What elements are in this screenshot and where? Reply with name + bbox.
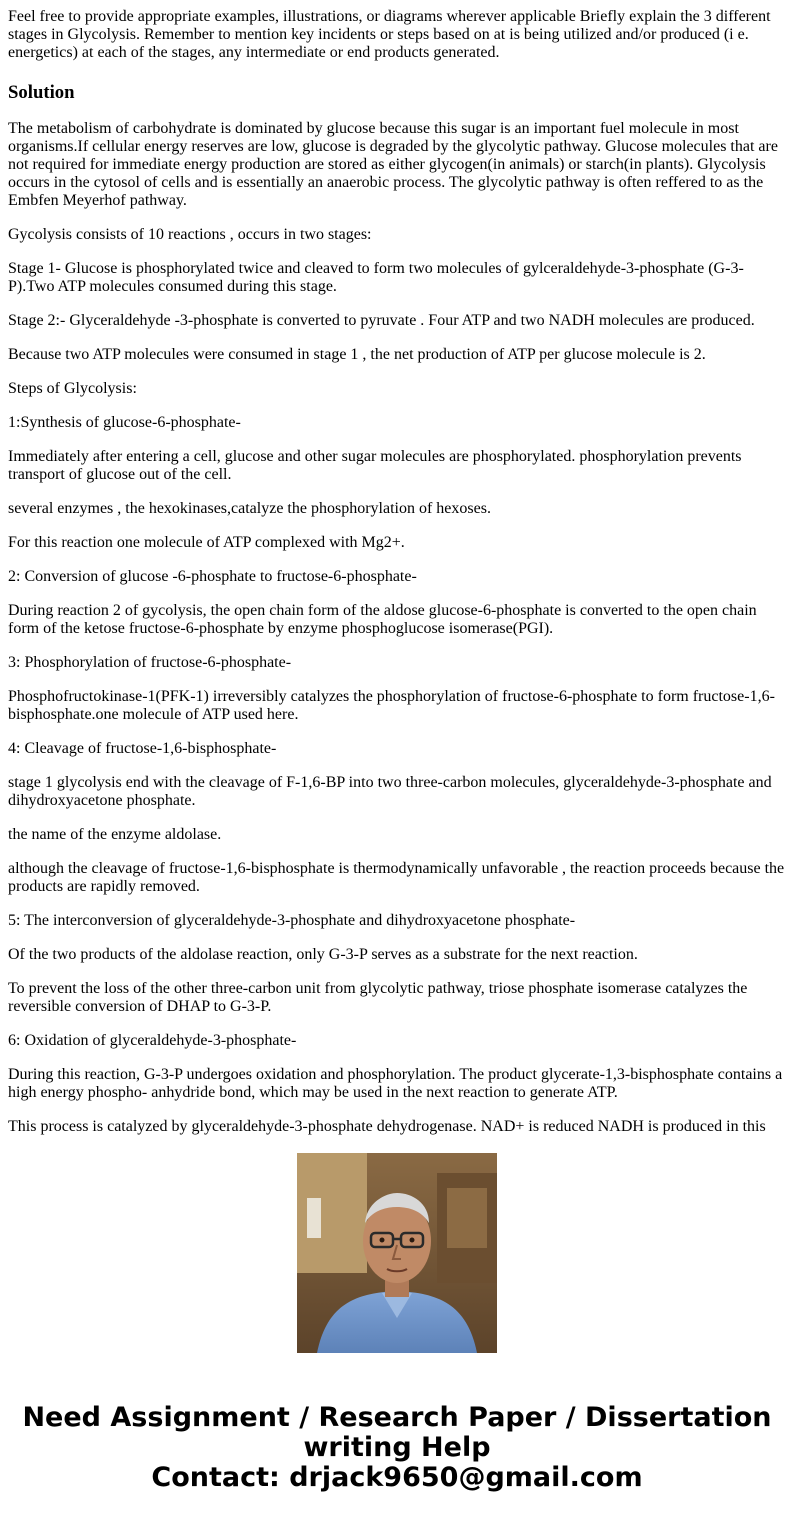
paragraph: 4: Cleavage of fructose-1,6-bisphosphate- [8, 740, 277, 757]
paragraph: Stage 1- Glucose is phosphorylated twice and cleaved to form two molecules of gylceraldehyde-3-phosphate (G-3-P).Two ATP molecules consumed during this stage. [8, 260, 744, 295]
paragraph: For this reaction one molecule of ATP complexed with Mg2+. [8, 534, 405, 551]
document-content [8, 8, 786, 1135]
profile-photo [297, 1153, 497, 1353]
paragraph: stage 1 glycolysis end with the cleavage of F-1,6-BP into two three-carbon molecules, glyceraldehyde-3-phosphate and dihydroxyacetone phosphate. [8, 774, 772, 809]
paragraph: Because two ATP molecules were consumed in stage 1 , the net production of ATP per glucose molecule is 2. [8, 346, 706, 363]
paragraph: Steps of Glycolysis: [8, 380, 137, 397]
question-text: Feel free to provide appropriate examples, illustrations, or diagrams wherever applicable Briefly explain the 3 different stages in Glycolysis. Remember to mention key incidents or steps based on at is being utilized and/or produced (i e. energetics) at each of the stages, any intermediate or end products generated. [8, 8, 771, 61]
paragraph: During reaction 2 of gycolysis, the open chain form of the aldose glucose-6-phosphate is converted to the open chain form of the ketose fructose-6-phosphate by enzyme phosphoglucose isomerase(PGI). [8, 602, 757, 637]
paragraph: During this reaction, G-3-P undergoes oxidation and phosphorylation. The product glycerate-1,3-bisphosphate contains a high energy phospho- anhydride bond, which may be used in the next reaction to generate ATP. [8, 1066, 783, 1101]
footer-contact: Contact: drjack9650@gmail.com [151, 1462, 643, 1493]
paragraph-truncated: This process is catalyzed by glyceraldehyde-3-phosphate dehydrogenase. NAD+ is reduced NADH is produced in this [8, 1118, 766, 1135]
paragraph: To prevent the loss of the other three-carbon unit from glycolytic pathway, triose phosphate isomerase catalyzes the reversible conversion of DHAP to G-3-P. [8, 980, 748, 1015]
footer-line-2: writing Help [303, 1432, 491, 1463]
paragraph: although the cleavage of fructose-1,6-bisphosphate is thermodynamically unfavorable , the reaction proceeds because the products are rapidly removed. [8, 860, 785, 895]
footer-banner [0, 1403, 794, 1493]
paragraph: 3: Phosphorylation of fructose-6-phosphate- [8, 654, 292, 671]
paragraph: The metabolism of carbohydrate is dominated by glucose because this sugar is an important fuel molecule in most organisms.If cellular energy reserves are low, glucose is degraded by the glycolytic pathway. Glucose molecules that are not required for immediate energy production are stored as either glycogen(in animals) or starch(in plants). Glycolysis occurs in the cytosol of cells and is essentially an anaerobic process. The glycolytic pathway is often reffered to as the Embfen Meyerhof pathway. [8, 120, 778, 209]
footer-line-1: Need Assignment / Research Paper / Dissertation [22, 1402, 772, 1433]
paragraph: Of the two products of the aldolase reaction, only G-3-P serves as a substrate for the next reaction. [8, 946, 638, 963]
solution-heading: Solution [8, 82, 75, 103]
paragraph: Phosphofructokinase-1(PFK-1) irreversibly catalyzes the phosphorylation of fructose-6-phosphate to form fructose-1,6-bisphosphate.one molecule of ATP used here. [8, 688, 775, 723]
paragraph: 1:Synthesis of glucose-6-phosphate- [8, 414, 241, 431]
paragraph: several enzymes , the hexokinases,catalyze the phosphorylation of hexoses. [8, 500, 491, 517]
paragraph: Gycolysis consists of 10 reactions , occurs in two stages: [8, 226, 372, 243]
paragraph: 5: The interconversion of glyceraldehyde-3-phosphate and dihydroxyacetone phosphate- [8, 912, 576, 929]
paragraph: Stage 2:- Glyceraldehyde -3-phosphate is converted to pyruvate . Four ATP and two NADH molecules are produced. [8, 312, 755, 329]
paragraph: the name of the enzyme aldolase. [8, 826, 222, 843]
paragraph: 6: Oxidation of glyceraldehyde-3-phosphate- [8, 1032, 297, 1049]
profile-photo-illustration [297, 1153, 497, 1353]
paragraph: 2: Conversion of glucose -6-phosphate to fructose-6-phosphate- [8, 568, 417, 585]
paragraph: Immediately after entering a cell, glucose and other sugar molecules are phosphorylated. phosphorylation prevents transport of glucose out of the cell. [8, 448, 742, 483]
